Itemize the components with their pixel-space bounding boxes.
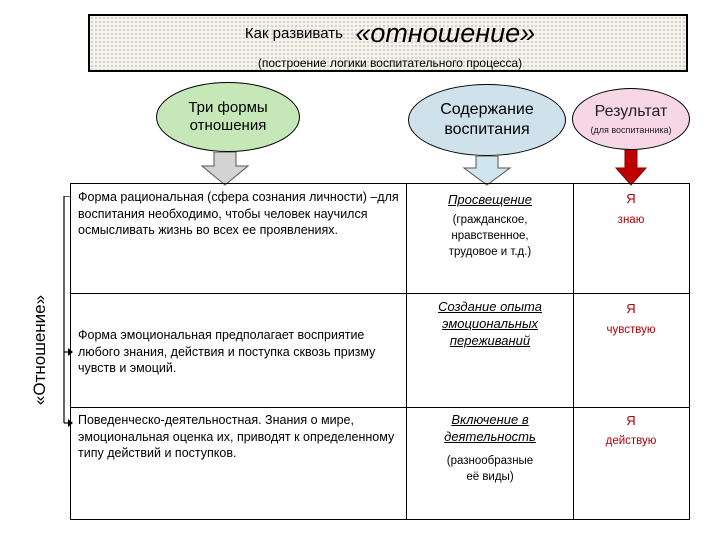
- content-activity-title: Включение в деятельность: [444, 412, 536, 444]
- result-verb-know: знаю: [617, 214, 645, 226]
- side-label-text: «Отношение»: [30, 294, 49, 406]
- row-divider: [71, 407, 689, 408]
- title-prefix: Как развивать: [244, 25, 343, 42]
- form-behavioral-text: Поведенческо-деятельностная. Знания о мире, эмоциональная оценка их, приводят к определенному типу действий и поступков.: [78, 413, 395, 460]
- content-activity-note: (разнообразные её виды): [446, 455, 534, 483]
- result-ellipse: [572, 88, 690, 150]
- column-divider: [573, 184, 574, 519]
- relation-table: [70, 183, 690, 520]
- forms-ellipse-label: Три формы отношения: [188, 99, 268, 134]
- result-subject: Я: [626, 191, 636, 206]
- content-ellipse: [408, 84, 566, 156]
- content-enlightenment-note: (гражданское, нравственное, трудовое и т.д.): [448, 214, 532, 258]
- title-line: [90, 18, 690, 49]
- content-enlightenment-title: Просвещение: [447, 192, 533, 207]
- forms-down-arrow-icon: [200, 152, 250, 186]
- result-verb-act: действую: [605, 435, 657, 447]
- form-rational-text: Форма рациональная (сфера сознания личности) –для воспитания необходимо, чтобы человек научился осмысливать жизнь во всех ее проявлениях.: [78, 190, 399, 237]
- title-box: [88, 14, 688, 72]
- result-ellipse-title: Результат: [594, 103, 668, 120]
- result-subject: Я: [626, 413, 636, 428]
- form-emotional-text: Форма эмоциональная предполагает восприятие любого знания, действия и поступка сквозь призму чувств и эмоций.: [78, 328, 376, 375]
- title-subtitle: (построение логики воспитательного процесса): [257, 56, 523, 70]
- content-down-arrow-icon: [462, 156, 512, 186]
- result-verb-feel: чувствую: [606, 324, 656, 336]
- row-divider: [71, 293, 689, 294]
- result-ellipse-subtitle: (для воспитанника): [590, 125, 672, 135]
- column-divider: [406, 184, 407, 519]
- forms-ellipse: [156, 82, 300, 152]
- result-down-arrow-icon: [615, 150, 647, 186]
- content-ellipse-label: Содержание воспитания: [440, 101, 534, 138]
- title-main: «отношение»: [355, 18, 536, 48]
- content-emotional-experience-title: Создание опыта эмоциональных переживаний: [438, 299, 542, 348]
- result-subject: Я: [626, 301, 636, 316]
